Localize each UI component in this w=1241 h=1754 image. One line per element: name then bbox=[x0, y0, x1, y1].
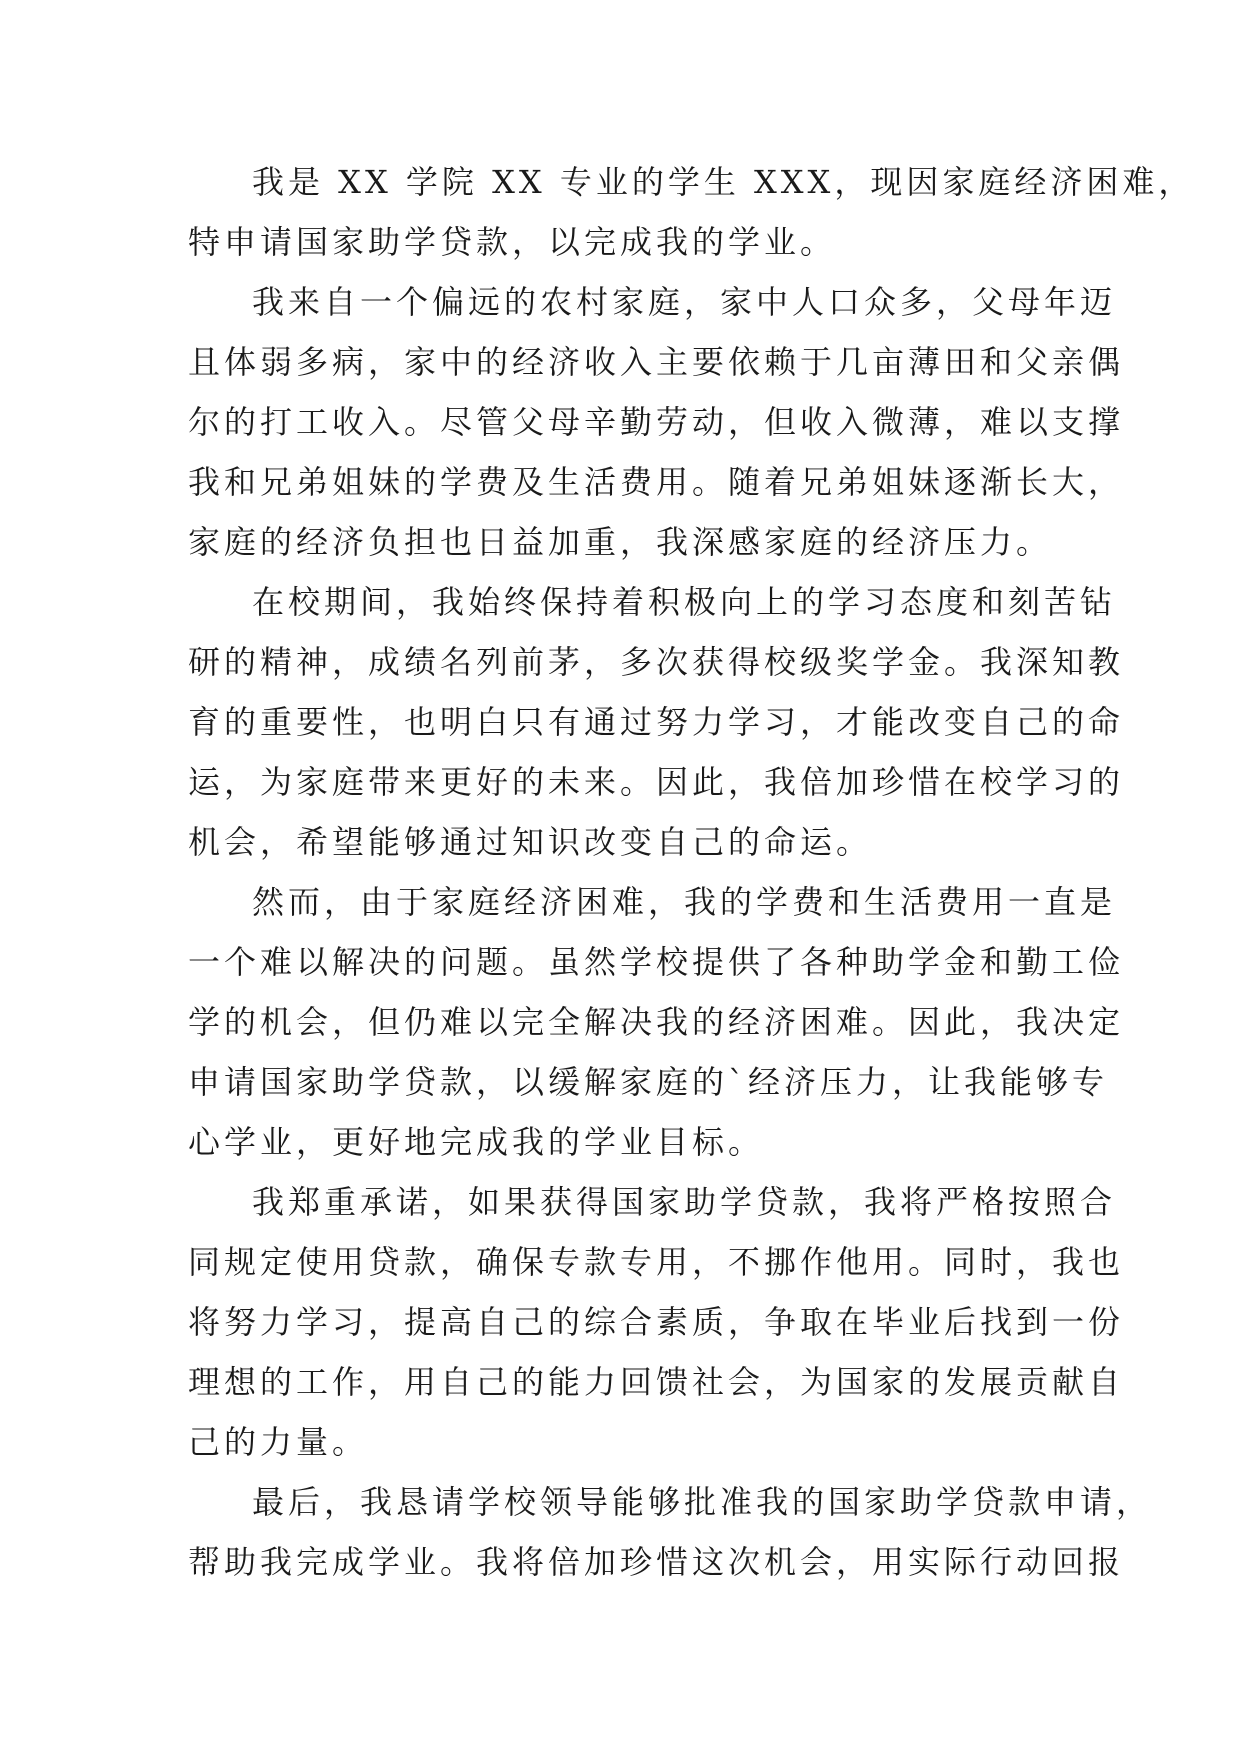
text-line: 我郑重承诺，如果获得国家助学贷款，我将严格按照合 bbox=[252, 1183, 1117, 1221]
text-line: 研的精神，成绩名列前茅，多次获得校级奖学金。我深知教 bbox=[188, 643, 1125, 681]
text-line: 最后，我恳请学校领导能够批准我的国家助学贷款申请， bbox=[252, 1483, 1153, 1521]
text-line: 运，为家庭带来更好的未来。因此，我倍加珍惜在校学习的 bbox=[188, 763, 1125, 801]
text-line: 特申请国家助学贷款，以完成我的学业。 bbox=[188, 223, 837, 261]
text-line: 我和兄弟姐妹的学费及生活费用。随着兄弟姐妹逐渐长大， bbox=[188, 463, 1125, 501]
text-line: 同规定使用贷款，确保专款专用，不挪作他用。同时，我也 bbox=[188, 1243, 1125, 1281]
text-line: 学的机会，但仍难以完全解决我的经济困难。因此，我决定 bbox=[188, 1003, 1125, 1041]
text-line: 然而，由于家庭经济困难，我的学费和生活费用一直是 bbox=[252, 883, 1117, 921]
paragraph-2 bbox=[188, 272, 1125, 572]
paragraph-1 bbox=[188, 152, 1195, 272]
paragraph-4 bbox=[188, 872, 1125, 1172]
text-line: 己的力量。 bbox=[188, 1423, 369, 1461]
text-line: 我来自一个偏远的农村家庭，家中人口众多，父母年迈 bbox=[252, 283, 1117, 321]
text-line: 且体弱多病，家中的经济收入主要依赖于几亩薄田和父亲偶 bbox=[188, 343, 1125, 381]
text-line: 一个难以解决的问题。虽然学校提供了各种助学金和勤工俭 bbox=[188, 943, 1125, 981]
text-line: 育的重要性，也明白只有通过努力学习，才能改变自己的命 bbox=[188, 703, 1125, 741]
document-body bbox=[188, 152, 1195, 1592]
text-line: 尔的打工收入。尽管父母辛勤劳动，但收入微薄，难以支撑 bbox=[188, 403, 1125, 441]
text-line: 申请国家助学贷款，以缓解家庭的`经济压力，让我能够专 bbox=[188, 1063, 1109, 1101]
paragraph-6 bbox=[188, 1472, 1153, 1592]
text-line: 将努力学习，提高自己的综合素质，争取在毕业后找到一份 bbox=[188, 1303, 1125, 1341]
paragraph-3 bbox=[188, 572, 1125, 872]
text-line: 机会，希望能够通过知识改变自己的命运。 bbox=[188, 823, 873, 861]
text-line: 我是 XX 学院 XX 专业的学生 XXX，现因家庭经济困难， bbox=[252, 163, 1195, 201]
text-line: 理想的工作，用自己的能力回馈社会，为国家的发展贡献自 bbox=[188, 1363, 1125, 1401]
text-line: 家庭的经济负担也日益加重，我深感家庭的经济压力。 bbox=[188, 523, 1053, 561]
text-line: 帮助我完成学业。我将倍加珍惜这次机会，用实际行动回报 bbox=[188, 1543, 1125, 1581]
text-line: 心学业，更好地完成我的学业目标。 bbox=[188, 1123, 765, 1161]
paragraph-5 bbox=[188, 1172, 1125, 1472]
text-line: 在校期间，我始终保持着积极向上的学习态度和刻苦钻 bbox=[252, 583, 1117, 621]
